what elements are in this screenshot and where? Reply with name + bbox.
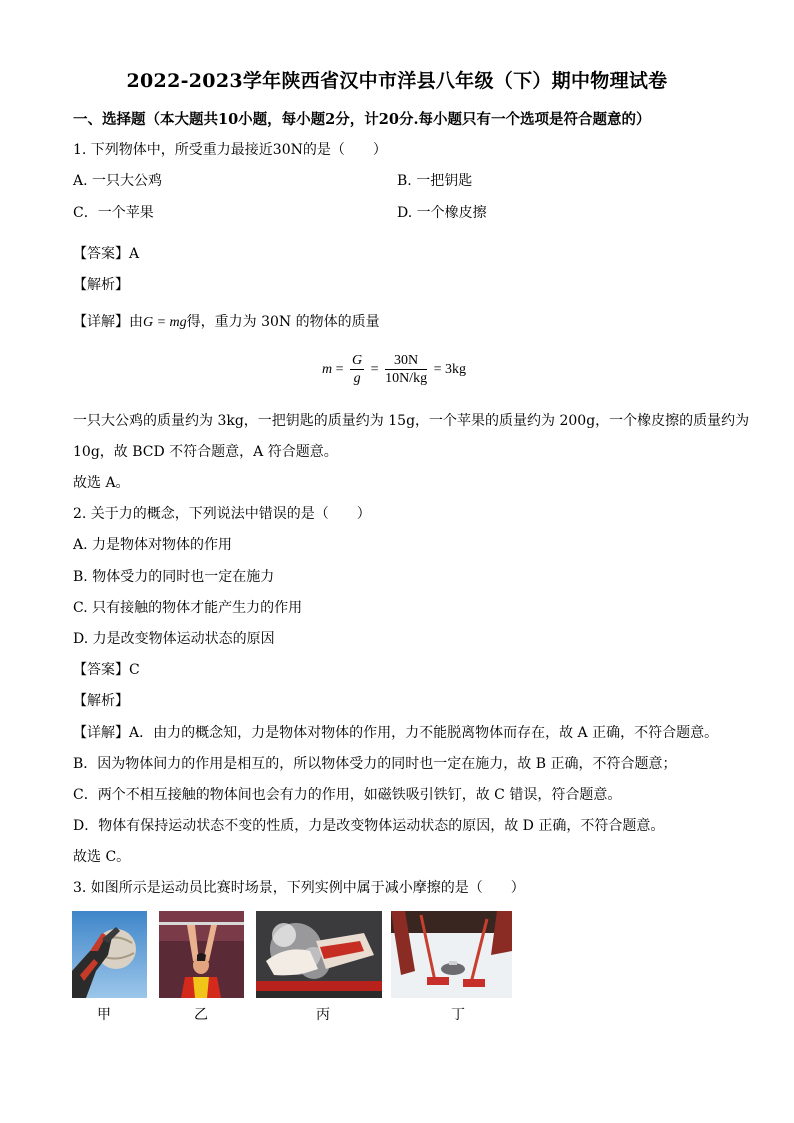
formula-g-fraction (350, 352, 364, 387)
formula-value-fraction (385, 352, 427, 387)
q1-analysis-label: 【解析】 (73, 277, 129, 293)
photo-chalk-hands (256, 911, 382, 998)
formula-g: g (353, 371, 361, 386)
q1-option-a: A. 一只大公鸡 (73, 173, 163, 189)
q1-option-d: D. 一个橡皮擦 (397, 205, 487, 221)
q2-choose: 故选 C。 (73, 849, 131, 865)
q2-detail-d: D．物体有保持运动状态不变的性质，力是改变物体运动状态的原因，故 D 正确，不符合题意。 (73, 818, 665, 834)
q1-answer: 【答案】A (73, 246, 140, 262)
section-heading: 一、选择题（本大题共10小题，每小题2分，计20分.每小题只有一个选项是符合题意的） (73, 111, 651, 128)
q2-answer: 【答案】C (73, 662, 140, 678)
q1-stem: 1. 下列物体中，所受重力最接近30N的是（ ） (73, 142, 387, 158)
caption-bing: 丙 (316, 1007, 330, 1023)
q2-option-c: C. 只有接触的物体才能产生力的作用 (73, 600, 303, 616)
formula-G: G (352, 353, 363, 368)
q2-option-d: D. 力是改变物体运动状态的原因 (73, 631, 275, 647)
caption-yi: 乙 (194, 1007, 208, 1023)
caption-jia: 甲 (97, 1007, 111, 1023)
page-title: 2022-2023学年陕西省汉中市洋县八年级（下）期中物理试卷 (126, 70, 668, 92)
formula-m: m (322, 361, 333, 377)
photo-goalkeeper-glove (72, 911, 147, 998)
q1-detail-suffix: 得，重力为 30N 的物体的质量 (186, 314, 380, 330)
q1-option-b: B. 一把钥匙 (397, 173, 473, 189)
caption-ding: 丁 (451, 1007, 465, 1023)
mass-formula: m = $\frac{G}{g}$ = $\frac{30N}{10N/kg}$ = 3kg (322, 353, 466, 386)
formula-numerator: 30N (385, 352, 427, 370)
q2-detail-c: C．两个不相互接触的物体间也会有力的作用，如磁铁吸引铁钉，故 C 错误，符合题意。 (73, 787, 622, 803)
q1-detail (73, 313, 380, 332)
photo-gymnast (159, 911, 244, 998)
q1-detail-prefix: 【详解】由 (73, 314, 143, 330)
photo-curling (391, 911, 512, 998)
q2-detail-b: B．因为物体间力的作用是相互的，所以物体受力的同时也一定在施力，故 B 正确，不符合题意； (73, 756, 677, 772)
formula-result: = 3kg (433, 361, 466, 377)
q1-explain-line2: 10g，故 BCD 不符合题意，A 符合题意。 (73, 444, 338, 460)
q1-explain-line1: 一只大公鸡的质量约为 3kg，一把钥匙的质量约为 15g，一个苹果的质量约为 200g，一个橡皮擦的质量约为 (73, 413, 750, 429)
q2-option-a: A. 力是物体对物体的作用 (73, 537, 233, 553)
q2-stem: 2. 关于力的概念，下列说法中错误的是（ ） (73, 506, 371, 522)
formula-denominator: 10N/kg (385, 371, 428, 386)
q2-detail-a: 【详解】A．由力的概念知，力是物体对物体的作用，力不能脱离物体而存在，故 A 正确，不符合题意。 (73, 725, 719, 741)
q3-stem: 3. 如图所示是运动员比赛时场景，下列实例中属于减小摩擦的是（ ） (73, 880, 525, 896)
q1-choose: 故选 A。 (73, 475, 130, 491)
q1-detail-formula: G = mg (143, 315, 187, 330)
q2-option-b: B. 物体受力的同时也一定在施力 (73, 569, 275, 585)
q2-analysis-label: 【解析】 (73, 693, 129, 709)
q1-option-c: C．一个苹果 (73, 205, 154, 221)
